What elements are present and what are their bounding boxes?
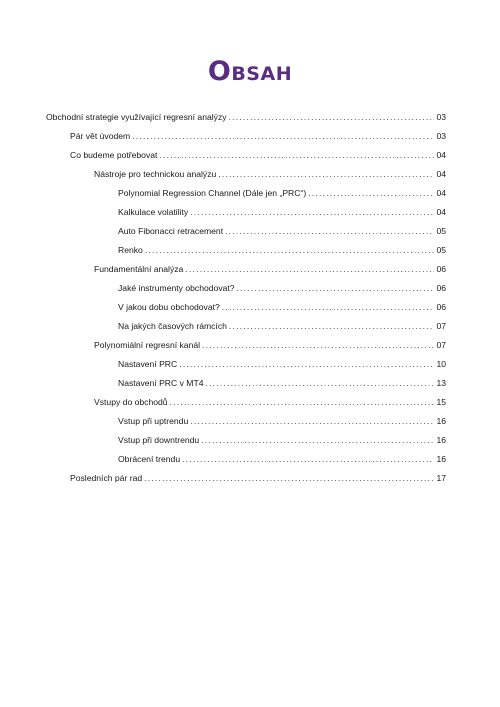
toc-entry-page: 17 xyxy=(436,473,446,483)
dot-leader xyxy=(144,471,434,485)
toc-entry-page: 04 xyxy=(436,188,446,198)
dot-leader xyxy=(205,376,434,390)
toc-entry-page: 16 xyxy=(436,454,446,464)
toc-entry-label: Pár vět úvodem xyxy=(70,131,131,141)
toc-entry-label: Vstupy do obchodů xyxy=(94,397,168,407)
toc-entry[interactable] xyxy=(46,110,446,124)
toc-entry-label: Nastavení PRC xyxy=(118,359,178,369)
toc-entry[interactable] xyxy=(118,414,446,428)
toc-entry[interactable] xyxy=(118,319,446,333)
page-title: Obsah xyxy=(207,56,293,87)
toc-entry[interactable] xyxy=(118,452,446,466)
toc-entry-label: Polynomial Regression Channel (Dále jen „PRC“) xyxy=(118,188,307,198)
dot-leader xyxy=(190,205,434,219)
toc-entry[interactable] xyxy=(94,167,446,181)
toc-entry-label: Obchodní strategie využívající regresní analýzy xyxy=(46,112,227,122)
toc-entry-page: 06 xyxy=(436,283,446,293)
toc-entry[interactable] xyxy=(70,148,446,162)
dot-leader xyxy=(145,243,435,257)
dot-leader xyxy=(185,262,434,276)
toc-entry[interactable] xyxy=(118,224,446,238)
dot-leader xyxy=(182,452,434,466)
toc-entry-page: 05 xyxy=(436,245,446,255)
toc-entry[interactable] xyxy=(118,186,446,200)
dot-leader xyxy=(218,167,434,181)
toc-entry-page: 04 xyxy=(436,207,446,217)
toc-entry[interactable] xyxy=(70,471,446,485)
dot-leader xyxy=(179,357,434,371)
dot-leader xyxy=(201,433,434,447)
dot-leader xyxy=(229,110,435,124)
dot-leader xyxy=(237,281,435,295)
toc-entry-label: Renko xyxy=(118,245,143,255)
toc-entry[interactable] xyxy=(118,243,446,257)
toc-entry-label: Obrácení trendu xyxy=(118,454,181,464)
toc-entry[interactable] xyxy=(118,281,446,295)
toc-entry-page: 07 xyxy=(436,340,446,350)
toc-entry-page: 13 xyxy=(436,378,446,388)
toc-entry-page: 06 xyxy=(436,264,446,274)
toc-entry[interactable] xyxy=(70,129,446,143)
dot-leader xyxy=(159,148,434,162)
dot-leader xyxy=(222,300,435,314)
toc-entry-label: Fundamentální analýza xyxy=(94,264,184,274)
toc-entry-page: 04 xyxy=(436,169,446,179)
toc-entry-page: 04 xyxy=(436,150,446,160)
toc-entry-label: Nastavení PRC v MT4 xyxy=(118,378,204,388)
dot-leader xyxy=(202,338,434,352)
toc-entry-label: Posledních pár rad xyxy=(70,473,143,483)
toc-entry-label: Co budeme potřebovat xyxy=(70,150,158,160)
toc-entry-label: V jakou dobu obchodovat? xyxy=(118,302,220,312)
toc-entry[interactable] xyxy=(94,338,446,352)
toc-entry-page: 10 xyxy=(436,359,446,369)
toc-entry[interactable] xyxy=(94,262,446,276)
toc-entry-label: Auto Fibonacci retracement xyxy=(118,226,224,236)
toc-entry-page: 15 xyxy=(436,397,446,407)
toc-entry-label: Kalkulace volatility xyxy=(118,207,189,217)
toc-entry[interactable] xyxy=(94,395,446,409)
toc-entry-label: Vstup při uptrendu xyxy=(118,416,189,426)
toc-entry-label: Nástroje pro technickou analýzu xyxy=(94,169,217,179)
toc-entry[interactable] xyxy=(118,376,446,390)
toc-entry-page: 06 xyxy=(436,302,446,312)
dot-leader xyxy=(132,129,434,143)
toc-entry[interactable] xyxy=(118,205,446,219)
toc-entry-label: Polynomiální regresní kanál xyxy=(94,340,201,350)
toc-entry[interactable] xyxy=(118,300,446,314)
toc-entry-page: 03 xyxy=(436,131,446,141)
toc-entry[interactable] xyxy=(118,357,446,371)
toc-entry-label: Na jakých časových rámcích xyxy=(118,321,227,331)
toc-entry[interactable] xyxy=(118,433,446,447)
toc-entry-page: 16 xyxy=(436,435,446,445)
dot-leader xyxy=(308,186,434,200)
dot-leader xyxy=(190,414,434,428)
toc-entry-page: 03 xyxy=(436,112,446,122)
dot-leader xyxy=(229,319,435,333)
dot-leader xyxy=(170,395,435,409)
toc-entry-label: Jaké instrumenty obchodovat? xyxy=(118,283,235,293)
dot-leader xyxy=(225,224,434,238)
toc-entry-page: 16 xyxy=(436,416,446,426)
toc-entry-page: 05 xyxy=(436,226,446,236)
toc-entry-page: 07 xyxy=(436,321,446,331)
toc-entry-label: Vstup při downtrendu xyxy=(118,435,200,445)
